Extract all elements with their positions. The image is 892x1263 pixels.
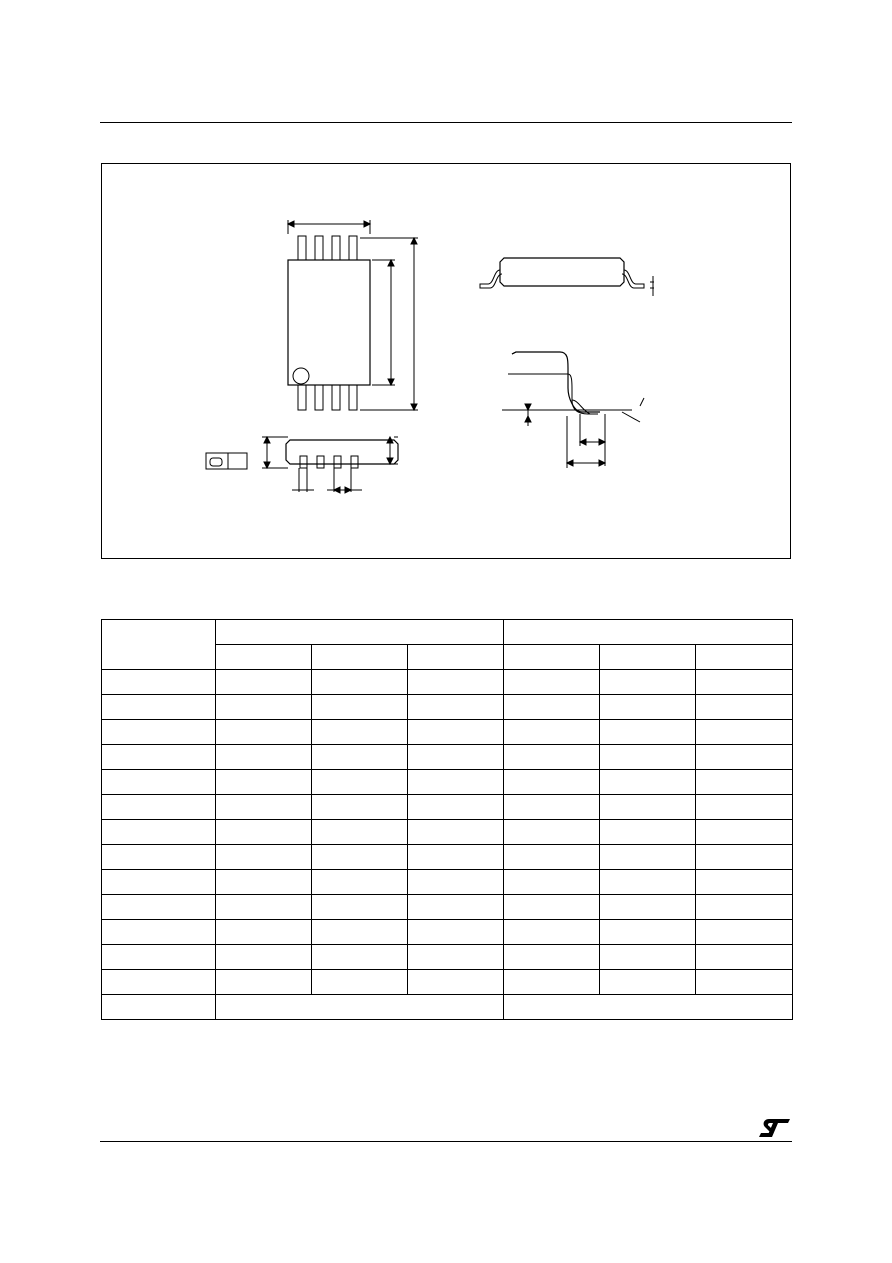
table-cell [600,770,696,795]
table-cell [408,870,504,895]
table-cell [312,720,408,745]
table-cell [504,895,600,920]
table-row [102,920,793,945]
package-drawing-frame [101,163,791,559]
table-row [102,795,793,820]
table-cell [216,695,312,720]
table-cell [216,845,312,870]
table-cell [600,845,696,870]
table-cell [408,770,504,795]
table-cell [600,695,696,720]
table-cell [408,895,504,920]
table-cell [504,945,600,970]
table-cell [600,945,696,970]
table-cell [408,720,504,745]
table-cell [504,695,600,720]
table-cell [696,920,793,945]
table-row [102,970,793,995]
table-cell [504,995,793,1020]
table-cell [504,970,600,995]
table-cell [504,920,600,945]
table-cell [312,670,408,695]
table-cell [312,770,408,795]
table-cell [696,820,793,845]
table-cell [312,745,408,770]
table-cell [216,670,312,695]
table-cell [102,945,216,970]
table-cell [504,720,600,745]
table-header-group-2 [504,620,793,645]
package-outline-drawing [102,164,792,560]
table-cell [216,970,312,995]
table-cell [696,895,793,920]
table-row [102,820,793,845]
table-cell [408,945,504,970]
table-cell [600,670,696,695]
table-cell [600,920,696,945]
table-subheader-cell [696,645,793,670]
table-cell [312,870,408,895]
table-cell [102,795,216,820]
table-header-dim-cell [102,620,216,670]
table-cell [312,970,408,995]
table-cell [216,995,504,1020]
table-cell [696,945,793,970]
table-cell [504,820,600,845]
table-cell [216,895,312,920]
table-cell [216,820,312,845]
lead-detail [502,352,644,468]
table-cell [408,670,504,695]
table-cell [600,820,696,845]
header-rule [100,122,792,123]
table-row [102,845,793,870]
table-cell [312,895,408,920]
table-cell [600,795,696,820]
table-header-group-1 [216,620,504,645]
table-cell [102,670,216,695]
table-cell [408,795,504,820]
top-view [288,220,418,410]
table-cell [696,870,793,895]
table-cell [408,820,504,845]
table-subheader-cell [408,645,504,670]
table-cell [696,745,793,770]
table-cell [696,720,793,745]
table-cell [102,770,216,795]
table-cell [216,795,312,820]
table-cell [102,970,216,995]
table-cell [504,795,600,820]
table-row [102,745,793,770]
st-logo [756,1117,792,1139]
table-cell [102,745,216,770]
table-cell [102,920,216,945]
table-cell [312,820,408,845]
table-cell [408,970,504,995]
table-cell [312,695,408,720]
table-cell [696,845,793,870]
table-row [102,695,793,720]
table-cell [102,820,216,845]
table-row [102,770,793,795]
table-cell [216,745,312,770]
table-cell [408,845,504,870]
table-cell [216,920,312,945]
table-cell [216,770,312,795]
table-body [102,670,793,995]
table-cell [600,720,696,745]
table-cell [504,745,600,770]
table-cell [102,995,216,1020]
table-cell [408,695,504,720]
table-cell [102,845,216,870]
table-cell [408,745,504,770]
side-view [480,258,654,296]
table-cell [600,970,696,995]
table-cell [696,795,793,820]
dimension-table [101,619,793,1020]
table-cell [600,870,696,895]
table-row [102,870,793,895]
table-cell [696,970,793,995]
table-cell [312,795,408,820]
table-cell [504,670,600,695]
table-cell [696,695,793,720]
table-cell [600,745,696,770]
table-cell [216,870,312,895]
table-cell [312,920,408,945]
table-cell [102,870,216,895]
table-cell [102,695,216,720]
table-row [102,945,793,970]
table-row [102,895,793,920]
table-cell [696,670,793,695]
table-cell [504,845,600,870]
table-cell [312,845,408,870]
table-cell [216,720,312,745]
table-cell [504,870,600,895]
table-cell [408,920,504,945]
table-row [102,995,793,1020]
table-cell [102,720,216,745]
table-cell [696,770,793,795]
table-subheader-cell [504,645,600,670]
table-header-row [102,620,793,645]
table-cell [312,945,408,970]
table-row [102,670,793,695]
footer-rule [100,1141,792,1142]
table-subheader-cell [216,645,312,670]
table-cell [216,945,312,970]
table-subheader-cell [600,645,696,670]
end-view [206,437,398,493]
table-cell [600,895,696,920]
table-cell [504,770,600,795]
table-subheader-cell [312,645,408,670]
table-row [102,720,793,745]
table-cell [102,895,216,920]
